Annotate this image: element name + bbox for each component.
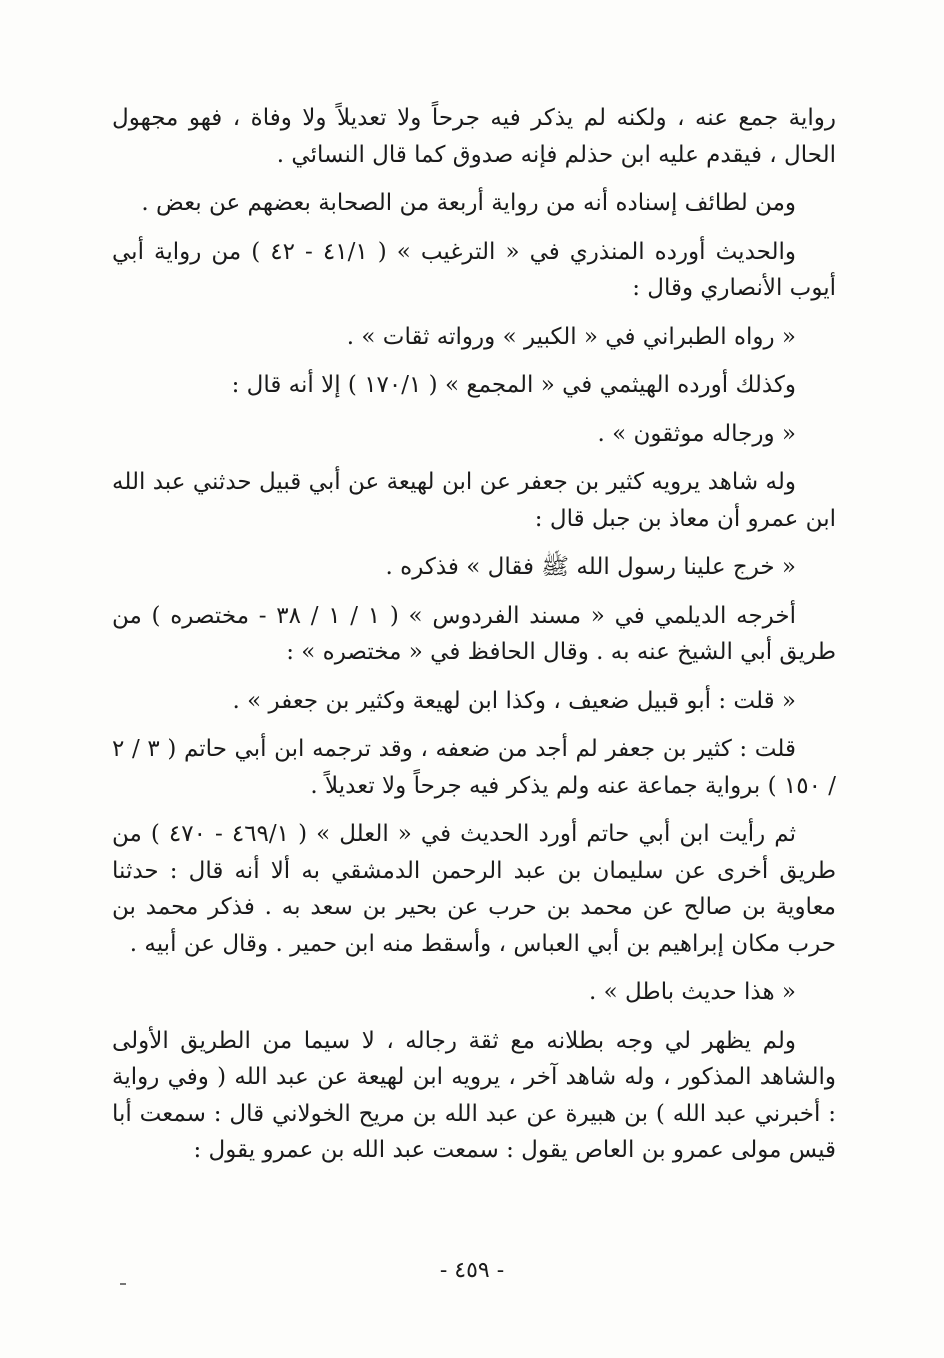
paragraph: رواية جمع عنه ، ولكنه لم يذكر فيه جرحاً ولا تعديلاً ولا وفاة ، فهو مجهول الحال ، فيقدم عليه ابن حذلم فإنه صدوق كما قال النسائي . <box>112 105 836 168</box>
quoted-paragraph: « ورجاله موثقون » . <box>597 420 796 447</box>
main-text <box>112 100 836 1181</box>
paragraph: ولم يظهر لي وجه بطلانه مع ثقة رجاله ، لا سيما من الطريق الأولى والشاهد المذكور ، وله شاهد آخر ، يرويه ابن لهيعة عن عبد الله ( وفي رواية : أخبرني عبد الله ) بن هبيرة عن عبد الله بن مريح الخولاني قال : سمعت أبا قيس مولى عمرو بن العاص يقول : سمعت عبد الله بن عمرو يقول : <box>112 1027 836 1163</box>
paragraph: ثم رأيت ابن أبي حاتم أورد الحديث في « العلل » ( ٤٦٩/١ - ٤٧٠ ) من طريق أخرى عن سليمان بن عبد الرحمن الدمشقي به ألا أنه قال : حدثنا معاوية بن صالح عن محمد بن حرب عن بحير بن سعد به . فذكر محمد بن حرب مكان إبراهيم بن أبي العباس ، وأسقط منه ابن حمير . وقال عن أبيه . <box>112 821 836 957</box>
page-number: - ٤٥٩ - <box>439 1258 505 1283</box>
paragraph: أخرجه الديلمي في « مسند الفردوس » ( ١ / ١ / ٣٨ - مختصره ) من طريق أبي الشيخ عنه به . وقال الحافظ في « مختصره » : <box>112 602 836 665</box>
quoted-paragraph: « قلت : أبو قبيل ضعيف ، وكذا ابن لهيعة وكثير بن جعفر » . <box>232 687 796 714</box>
paragraph: ومن لطائف إسناده أنه من رواية أربعة من الصحابة بعضهم عن بعض . <box>141 190 796 216</box>
paragraph: والحديث أورده المنذري في « الترغيب » ( ٤١/١ - ٤٢ ) من رواية أبي أيوب الأنصاري وقال : <box>112 238 836 301</box>
quoted-paragraph: « هذا حديث باطل » . <box>588 979 796 1005</box>
paragraph: وله شاهد يرويه كثير بن جعفر عن ابن لهيعة عن أبي قبيل حدثني عبد الله ابن عمرو أن معاذ بن جبل قال : <box>112 469 836 532</box>
paragraph: وكذلك أورده الهيثمي في « المجمع » ( ١٧٠/١ ) إلا أنه قال : <box>231 372 796 398</box>
quoted-paragraph: « خرج علينا رسول الله ﷺ فقال » فذكره . <box>385 554 796 580</box>
quoted-paragraph: « رواه الطبراني في « الكبير » ورواته ثقات » . <box>346 323 796 350</box>
scan-speck <box>120 1283 126 1285</box>
paragraph: قلت : كثير بن جعفر لم أجد من ضعفه ، وقد ترجمه ابن أبي حاتم ( ٣ / ٢ / ١٥٠ ) برواية جماعة عنه ولم يذكر فيه جرحاً ولا تعديلاً . <box>112 736 836 799</box>
